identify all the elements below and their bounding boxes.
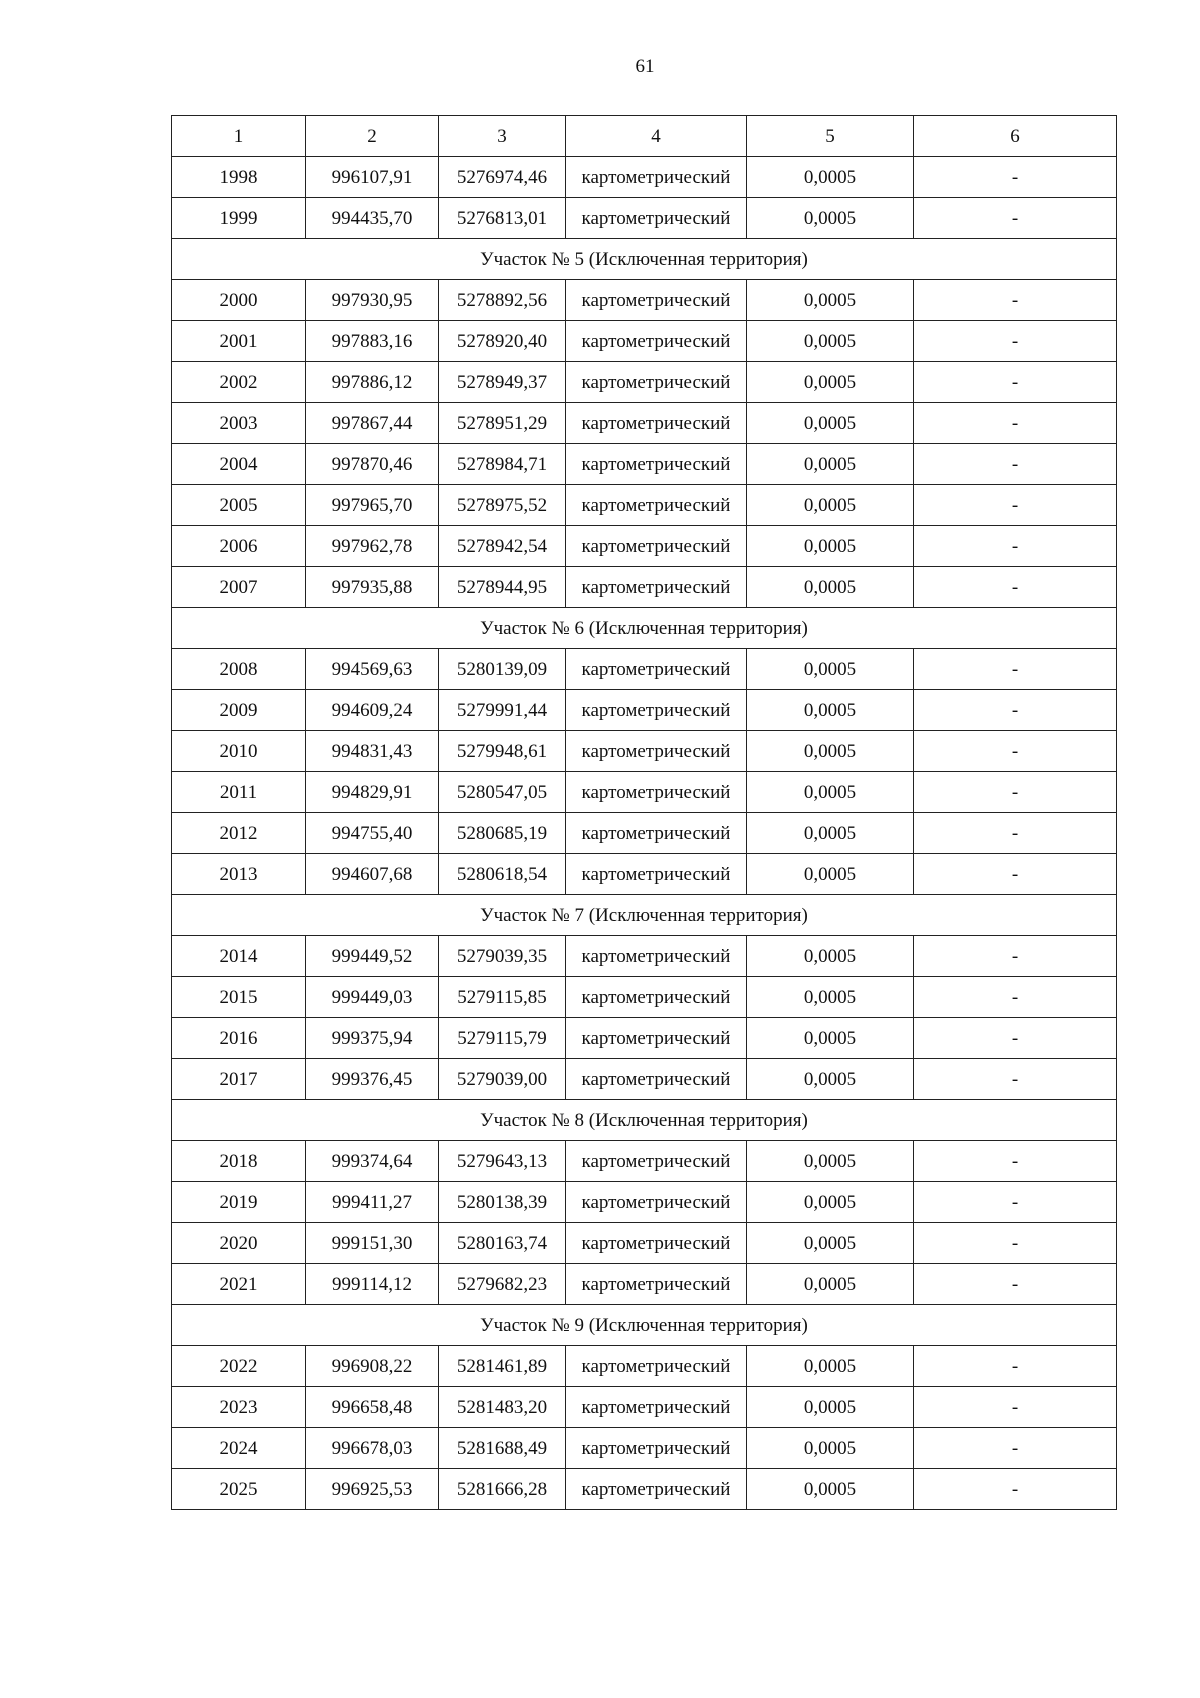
y-coordinate-cell: 5278949,37 bbox=[439, 362, 566, 403]
method-cell: картометрический bbox=[566, 731, 747, 772]
accuracy-cell: 0,0005 bbox=[747, 321, 914, 362]
y-coordinate-cell: 5281461,89 bbox=[439, 1346, 566, 1387]
table-row bbox=[172, 936, 1117, 977]
table-row bbox=[172, 157, 1117, 198]
x-coordinate-cell: 999374,64 bbox=[306, 1141, 439, 1182]
x-coordinate-cell: 996908,22 bbox=[306, 1346, 439, 1387]
point-number-cell: 2004 bbox=[172, 444, 306, 485]
header-cell: 2 bbox=[306, 116, 439, 157]
note-cell: - bbox=[914, 567, 1117, 608]
accuracy-cell: 0,0005 bbox=[747, 854, 914, 895]
accuracy-cell: 0,0005 bbox=[747, 731, 914, 772]
x-coordinate-cell: 994607,68 bbox=[306, 854, 439, 895]
x-coordinate-cell: 994609,24 bbox=[306, 690, 439, 731]
method-cell: картометрический bbox=[566, 567, 747, 608]
table-header-row bbox=[172, 116, 1117, 157]
note-cell: - bbox=[914, 772, 1117, 813]
section-title: Участок № 5 (Исключенная территория) bbox=[172, 239, 1117, 280]
table-row bbox=[172, 1223, 1117, 1264]
accuracy-cell: 0,0005 bbox=[747, 1469, 914, 1510]
x-coordinate-cell: 997930,95 bbox=[306, 280, 439, 321]
header-cell: 4 bbox=[566, 116, 747, 157]
y-coordinate-cell: 5278951,29 bbox=[439, 403, 566, 444]
method-cell: картометрический bbox=[566, 1387, 747, 1428]
point-number-cell: 2011 bbox=[172, 772, 306, 813]
point-number-cell: 2024 bbox=[172, 1428, 306, 1469]
method-cell: картометрический bbox=[566, 362, 747, 403]
method-cell: картометрический bbox=[566, 526, 747, 567]
note-cell: - bbox=[914, 1346, 1117, 1387]
accuracy-cell: 0,0005 bbox=[747, 1059, 914, 1100]
point-number-cell: 2002 bbox=[172, 362, 306, 403]
point-number-cell: 2012 bbox=[172, 813, 306, 854]
section-row bbox=[172, 1305, 1117, 1346]
x-coordinate-cell: 999375,94 bbox=[306, 1018, 439, 1059]
x-coordinate-cell: 997962,78 bbox=[306, 526, 439, 567]
method-cell: картометрический bbox=[566, 1141, 747, 1182]
point-number-cell: 2013 bbox=[172, 854, 306, 895]
point-number-cell: 2007 bbox=[172, 567, 306, 608]
method-cell: картометрический bbox=[566, 1223, 747, 1264]
y-coordinate-cell: 5280547,05 bbox=[439, 772, 566, 813]
table-row bbox=[172, 321, 1117, 362]
method-cell: картометрический bbox=[566, 280, 747, 321]
accuracy-cell: 0,0005 bbox=[747, 649, 914, 690]
note-cell: - bbox=[914, 1182, 1117, 1223]
x-coordinate-cell: 996678,03 bbox=[306, 1428, 439, 1469]
x-coordinate-cell: 996107,91 bbox=[306, 157, 439, 198]
method-cell: картометрический bbox=[566, 157, 747, 198]
point-number-cell: 2010 bbox=[172, 731, 306, 772]
note-cell: - bbox=[914, 936, 1117, 977]
note-cell: - bbox=[914, 403, 1117, 444]
x-coordinate-cell: 994755,40 bbox=[306, 813, 439, 854]
note-cell: - bbox=[914, 813, 1117, 854]
accuracy-cell: 0,0005 bbox=[747, 1182, 914, 1223]
accuracy-cell: 0,0005 bbox=[747, 157, 914, 198]
x-coordinate-cell: 999449,03 bbox=[306, 977, 439, 1018]
accuracy-cell: 0,0005 bbox=[747, 1018, 914, 1059]
accuracy-cell: 0,0005 bbox=[747, 1264, 914, 1305]
point-number-cell: 2019 bbox=[172, 1182, 306, 1223]
accuracy-cell: 0,0005 bbox=[747, 198, 914, 239]
table-row bbox=[172, 1387, 1117, 1428]
point-number-cell: 2016 bbox=[172, 1018, 306, 1059]
y-coordinate-cell: 5279115,79 bbox=[439, 1018, 566, 1059]
accuracy-cell: 0,0005 bbox=[747, 567, 914, 608]
x-coordinate-cell: 994569,63 bbox=[306, 649, 439, 690]
note-cell: - bbox=[914, 198, 1117, 239]
method-cell: картометрический bbox=[566, 403, 747, 444]
x-coordinate-cell: 999411,27 bbox=[306, 1182, 439, 1223]
point-number-cell: 2021 bbox=[172, 1264, 306, 1305]
x-coordinate-cell: 996925,53 bbox=[306, 1469, 439, 1510]
note-cell: - bbox=[914, 1387, 1117, 1428]
method-cell: картометрический bbox=[566, 1469, 747, 1510]
accuracy-cell: 0,0005 bbox=[747, 813, 914, 854]
note-cell: - bbox=[914, 1141, 1117, 1182]
accuracy-cell: 0,0005 bbox=[747, 1223, 914, 1264]
x-coordinate-cell: 999376,45 bbox=[306, 1059, 439, 1100]
x-coordinate-cell: 999151,30 bbox=[306, 1223, 439, 1264]
method-cell: картометрический bbox=[566, 198, 747, 239]
table-row bbox=[172, 1264, 1117, 1305]
accuracy-cell: 0,0005 bbox=[747, 280, 914, 321]
note-cell: - bbox=[914, 854, 1117, 895]
note-cell: - bbox=[914, 444, 1117, 485]
table-row bbox=[172, 362, 1117, 403]
y-coordinate-cell: 5280618,54 bbox=[439, 854, 566, 895]
table-row bbox=[172, 731, 1117, 772]
method-cell: картометрический bbox=[566, 1428, 747, 1469]
y-coordinate-cell: 5279643,13 bbox=[439, 1141, 566, 1182]
table-row bbox=[172, 403, 1117, 444]
header-cell: 6 bbox=[914, 116, 1117, 157]
header-cell: 5 bbox=[747, 116, 914, 157]
y-coordinate-cell: 5279948,61 bbox=[439, 731, 566, 772]
header-cell: 3 bbox=[439, 116, 566, 157]
y-coordinate-cell: 5279039,35 bbox=[439, 936, 566, 977]
point-number-cell: 2018 bbox=[172, 1141, 306, 1182]
y-coordinate-cell: 5278892,56 bbox=[439, 280, 566, 321]
x-coordinate-cell: 999114,12 bbox=[306, 1264, 439, 1305]
page-number: 61 bbox=[635, 56, 655, 77]
note-cell: - bbox=[914, 731, 1117, 772]
y-coordinate-cell: 5276813,01 bbox=[439, 198, 566, 239]
method-cell: картометрический bbox=[566, 1346, 747, 1387]
note-cell: - bbox=[914, 157, 1117, 198]
point-number-cell: 2023 bbox=[172, 1387, 306, 1428]
section-title: Участок № 7 (Исключенная территория) bbox=[172, 895, 1117, 936]
point-number-cell: 1998 bbox=[172, 157, 306, 198]
method-cell: картометрический bbox=[566, 854, 747, 895]
section-title: Участок № 8 (Исключенная территория) bbox=[172, 1100, 1117, 1141]
y-coordinate-cell: 5279991,44 bbox=[439, 690, 566, 731]
table-row bbox=[172, 444, 1117, 485]
y-coordinate-cell: 5279115,85 bbox=[439, 977, 566, 1018]
point-number-cell: 2000 bbox=[172, 280, 306, 321]
point-number-cell: 1999 bbox=[172, 198, 306, 239]
accuracy-cell: 0,0005 bbox=[747, 403, 914, 444]
note-cell: - bbox=[914, 1428, 1117, 1469]
x-coordinate-cell: 997965,70 bbox=[306, 485, 439, 526]
accuracy-cell: 0,0005 bbox=[747, 936, 914, 977]
table-row bbox=[172, 1018, 1117, 1059]
section-title: Участок № 6 (Исключенная территория) bbox=[172, 608, 1117, 649]
table-row bbox=[172, 1346, 1117, 1387]
note-cell: - bbox=[914, 1469, 1117, 1510]
note-cell: - bbox=[914, 321, 1117, 362]
method-cell: картометрический bbox=[566, 444, 747, 485]
method-cell: картометрический bbox=[566, 485, 747, 526]
section-title: Участок № 9 (Исключенная территория) bbox=[172, 1305, 1117, 1346]
x-coordinate-cell: 997935,88 bbox=[306, 567, 439, 608]
method-cell: картометрический bbox=[566, 1018, 747, 1059]
x-coordinate-cell: 994435,70 bbox=[306, 198, 439, 239]
method-cell: картометрический bbox=[566, 977, 747, 1018]
y-coordinate-cell: 5278944,95 bbox=[439, 567, 566, 608]
method-cell: картометрический bbox=[566, 1059, 747, 1100]
section-row bbox=[172, 608, 1117, 649]
table-row bbox=[172, 813, 1117, 854]
accuracy-cell: 0,0005 bbox=[747, 485, 914, 526]
method-cell: картометрический bbox=[566, 772, 747, 813]
note-cell: - bbox=[914, 485, 1117, 526]
table-row bbox=[172, 280, 1117, 321]
point-number-cell: 2003 bbox=[172, 403, 306, 444]
note-cell: - bbox=[914, 526, 1117, 567]
method-cell: картометрический bbox=[566, 649, 747, 690]
section-row bbox=[172, 895, 1117, 936]
section-row bbox=[172, 1100, 1117, 1141]
y-coordinate-cell: 5278942,54 bbox=[439, 526, 566, 567]
y-coordinate-cell: 5279039,00 bbox=[439, 1059, 566, 1100]
accuracy-cell: 0,0005 bbox=[747, 1428, 914, 1469]
method-cell: картометрический bbox=[566, 936, 747, 977]
note-cell: - bbox=[914, 649, 1117, 690]
accuracy-cell: 0,0005 bbox=[747, 1141, 914, 1182]
point-number-cell: 2005 bbox=[172, 485, 306, 526]
y-coordinate-cell: 5280138,39 bbox=[439, 1182, 566, 1223]
table-row bbox=[172, 772, 1117, 813]
method-cell: картометрический bbox=[566, 813, 747, 854]
y-coordinate-cell: 5278975,52 bbox=[439, 485, 566, 526]
y-coordinate-cell: 5281483,20 bbox=[439, 1387, 566, 1428]
x-coordinate-cell: 994831,43 bbox=[306, 731, 439, 772]
point-number-cell: 2017 bbox=[172, 1059, 306, 1100]
section-row bbox=[172, 239, 1117, 280]
header-cell: 1 bbox=[172, 116, 306, 157]
y-coordinate-cell: 5278920,40 bbox=[439, 321, 566, 362]
table-row bbox=[172, 567, 1117, 608]
table-row bbox=[172, 1428, 1117, 1469]
note-cell: - bbox=[914, 977, 1117, 1018]
point-number-cell: 2015 bbox=[172, 977, 306, 1018]
y-coordinate-cell: 5276974,46 bbox=[439, 157, 566, 198]
x-coordinate-cell: 997883,16 bbox=[306, 321, 439, 362]
accuracy-cell: 0,0005 bbox=[747, 444, 914, 485]
table-row bbox=[172, 1059, 1117, 1100]
table-row bbox=[172, 198, 1117, 239]
table-row bbox=[172, 485, 1117, 526]
y-coordinate-cell: 5280163,74 bbox=[439, 1223, 566, 1264]
coordinates-table bbox=[171, 115, 1117, 1510]
note-cell: - bbox=[914, 362, 1117, 403]
accuracy-cell: 0,0005 bbox=[747, 526, 914, 567]
y-coordinate-cell: 5281688,49 bbox=[439, 1428, 566, 1469]
table-row bbox=[172, 649, 1117, 690]
x-coordinate-cell: 994829,91 bbox=[306, 772, 439, 813]
accuracy-cell: 0,0005 bbox=[747, 772, 914, 813]
method-cell: картометрический bbox=[566, 1182, 747, 1223]
table-row bbox=[172, 977, 1117, 1018]
note-cell: - bbox=[914, 280, 1117, 321]
x-coordinate-cell: 999449,52 bbox=[306, 936, 439, 977]
table-row bbox=[172, 1182, 1117, 1223]
point-number-cell: 2022 bbox=[172, 1346, 306, 1387]
x-coordinate-cell: 997870,46 bbox=[306, 444, 439, 485]
y-coordinate-cell: 5279682,23 bbox=[439, 1264, 566, 1305]
point-number-cell: 2014 bbox=[172, 936, 306, 977]
accuracy-cell: 0,0005 bbox=[747, 1346, 914, 1387]
x-coordinate-cell: 997867,44 bbox=[306, 403, 439, 444]
table-row bbox=[172, 1469, 1117, 1510]
table-body bbox=[172, 116, 1117, 1510]
table-row bbox=[172, 690, 1117, 731]
accuracy-cell: 0,0005 bbox=[747, 1387, 914, 1428]
point-number-cell: 2008 bbox=[172, 649, 306, 690]
method-cell: картометрический bbox=[566, 690, 747, 731]
x-coordinate-cell: 997886,12 bbox=[306, 362, 439, 403]
accuracy-cell: 0,0005 bbox=[747, 362, 914, 403]
note-cell: - bbox=[914, 1059, 1117, 1100]
note-cell: - bbox=[914, 690, 1117, 731]
accuracy-cell: 0,0005 bbox=[747, 977, 914, 1018]
note-cell: - bbox=[914, 1223, 1117, 1264]
table-row bbox=[172, 526, 1117, 567]
table-row bbox=[172, 1141, 1117, 1182]
point-number-cell: 2006 bbox=[172, 526, 306, 567]
note-cell: - bbox=[914, 1018, 1117, 1059]
note-cell: - bbox=[914, 1264, 1117, 1305]
point-number-cell: 2025 bbox=[172, 1469, 306, 1510]
y-coordinate-cell: 5278984,71 bbox=[439, 444, 566, 485]
y-coordinate-cell: 5280139,09 bbox=[439, 649, 566, 690]
method-cell: картометрический bbox=[566, 1264, 747, 1305]
point-number-cell: 2009 bbox=[172, 690, 306, 731]
y-coordinate-cell: 5281666,28 bbox=[439, 1469, 566, 1510]
point-number-cell: 2020 bbox=[172, 1223, 306, 1264]
accuracy-cell: 0,0005 bbox=[747, 690, 914, 731]
y-coordinate-cell: 5280685,19 bbox=[439, 813, 566, 854]
point-number-cell: 2001 bbox=[172, 321, 306, 362]
x-coordinate-cell: 996658,48 bbox=[306, 1387, 439, 1428]
method-cell: картометрический bbox=[566, 321, 747, 362]
table-row bbox=[172, 854, 1117, 895]
